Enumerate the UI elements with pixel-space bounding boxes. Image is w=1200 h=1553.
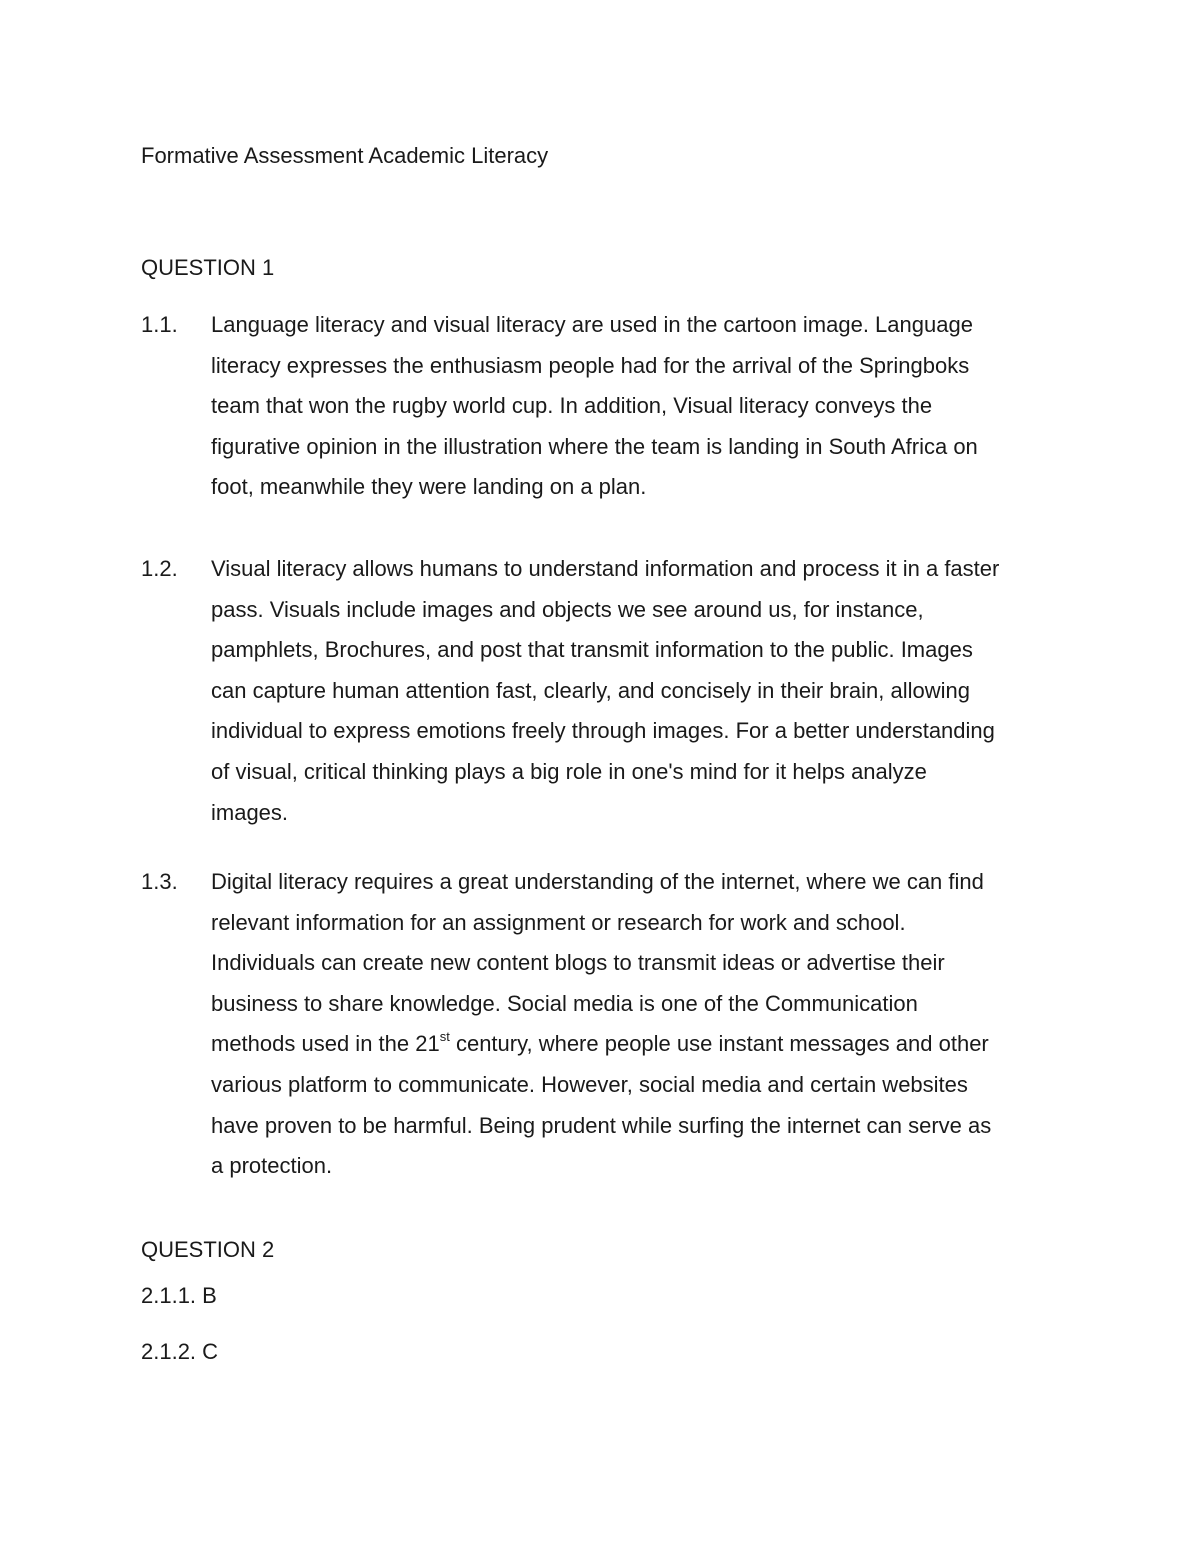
item-number-1-3: 1.3. — [141, 869, 178, 894]
item-line: literacy expresses the enthusiasm people had for the arrival of the Springboks — [211, 352, 970, 378]
item-line-end: century, where people use instant messages and other — [449, 1031, 989, 1057]
item-line: relevant information for an assignment or research for work and school. — [211, 909, 906, 935]
question-1-heading: QUESTION 1 — [141, 255, 275, 280]
item-line: team that won the rugby world cup. In addition, Visual literacy conveys the — [211, 393, 933, 419]
question-2-heading: QUESTION 2 — [141, 1237, 275, 1262]
item-line: Individuals can create new content blogs to transmit ideas or advertise their — [211, 950, 945, 976]
item-line: pamphlets, Brochures, and post that transmit information to the public. Images — [211, 637, 973, 663]
item-body-1-2 — [211, 549, 1071, 833]
item-body-1-3 — [211, 862, 1071, 1187]
item-line: have proven to be harmful. Being prudent while surfing the internet can serve as — [211, 1112, 992, 1138]
item-line: foot, meanwhile they were landing on a plan. — [211, 474, 647, 500]
ordinal-superscript: st — [439, 1029, 450, 1045]
answer-2-1-1: 2.1.1. B — [141, 1283, 217, 1308]
item-body-1-1 — [211, 305, 1071, 508]
item-line: images. — [211, 799, 289, 825]
item-line: figurative opinion in the illustration where the team is landing in South Africa on — [211, 433, 978, 459]
item-number-1-2: 1.2. — [141, 556, 178, 581]
document-title: Formative Assessment Academic Literacy — [141, 143, 549, 168]
item-line-start: methods used in the 21 — [211, 1031, 440, 1057]
answer-2-1-2: 2.1.2. C — [141, 1339, 219, 1364]
item-line: pass. Visuals include images and objects we see around us, for instance, — [211, 596, 924, 622]
item-line: business to share knowledge. Social media is one of the Communication — [211, 990, 918, 1016]
item-line: can capture human attention fast, clearly, and concisely in their brain, allowing — [211, 677, 971, 703]
item-line: Visual literacy allows humans to understand information and process it in a faster — [211, 556, 1000, 581]
item-line: Language literacy and visual literacy are used in the cartoon image. Language — [211, 312, 973, 337]
item-line: Digital literacy requires a great understanding of the internet, where we can find — [211, 869, 984, 894]
item-line: individual to express emotions freely through images. For a better understanding — [211, 718, 995, 744]
item-line — [211, 1024, 1071, 1065]
item-line: a protection. — [211, 1153, 333, 1179]
item-number-1-1: 1.1. — [141, 312, 178, 337]
item-line: various platform to communicate. However, social media and certain websites — [211, 1071, 968, 1097]
item-line: of visual, critical thinking plays a big role in one's mind for it helps analyze — [211, 758, 927, 784]
